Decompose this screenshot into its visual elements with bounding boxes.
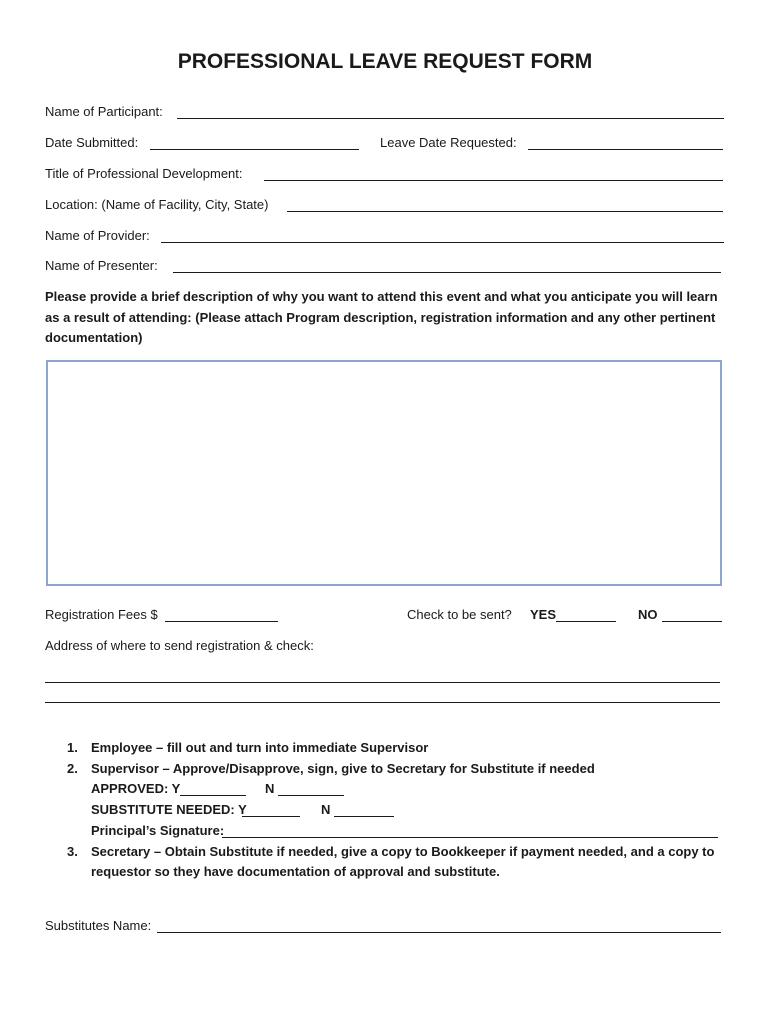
principal-signature-label: Principal’s Signature:	[91, 823, 225, 838]
title-pd-field[interactable]	[264, 180, 723, 181]
principal-signature-field[interactable]	[222, 837, 718, 838]
step-3-text: Secretary – Obtain Substitute if needed, give a copy to Bookkeeper if payment needed, and a copy to	[91, 844, 715, 859]
substitute-needed-label: SUBSTITUTE NEEDED: Y	[91, 802, 247, 817]
provider-label: Name of Provider:	[45, 228, 150, 243]
substitute-y-field[interactable]	[242, 816, 300, 817]
approved-n-label: N	[265, 781, 275, 796]
step-1-text: Employee – fill out and turn into immediate Supervisor	[91, 740, 429, 755]
substitutes-name-label: Substitutes Name:	[45, 918, 152, 933]
date-submitted-field[interactable]	[150, 149, 359, 150]
check-yes-label: YES	[530, 607, 557, 622]
registration-fees-label: Registration Fees $	[45, 607, 158, 622]
approved-y-field[interactable]	[180, 795, 246, 796]
leave-date-field[interactable]	[528, 149, 723, 150]
step-2-text: Supervisor – Approve/Disapprove, sign, give to Secretary for Substitute if needed	[91, 761, 595, 776]
presenter-label: Name of Presenter:	[45, 258, 158, 273]
address-line-2[interactable]	[45, 702, 720, 703]
description-textbox[interactable]	[46, 360, 722, 586]
check-no-field[interactable]	[662, 621, 722, 622]
registration-fees-field[interactable]	[165, 621, 278, 622]
check-no-label: NO	[638, 607, 658, 622]
step-3-text-continued: requestor so they have documentation of approval and substitute.	[91, 864, 500, 879]
step-1-number: 1.	[67, 740, 78, 755]
participant-label: Name of Participant:	[45, 104, 163, 119]
title-pd-label: Title of Professional Development:	[45, 166, 243, 181]
substitute-n-field[interactable]	[334, 816, 394, 817]
location-field[interactable]	[287, 211, 723, 212]
form-title: PROFESSIONAL LEAVE REQUEST FORM	[177, 50, 593, 73]
description-prompt: Please provide a brief description of why you want to attend this event and what you anticipate you will learn as a result of attending: (Please attach Program description, registration information and any other pertinent documentation)	[45, 289, 718, 345]
check-label: Check to be sent?	[407, 607, 512, 622]
check-yes-field[interactable]	[556, 621, 616, 622]
location-label: Location: (Name of Facility, City, State)	[45, 197, 269, 212]
leave-date-label: Leave Date Requested:	[380, 135, 517, 150]
presenter-field[interactable]	[173, 272, 721, 273]
approved-label: APPROVED: Y	[91, 781, 181, 796]
substitutes-name-field[interactable]	[157, 932, 721, 933]
date-submitted-label: Date Submitted:	[45, 135, 139, 150]
participant-field[interactable]	[177, 118, 724, 119]
address-line-1[interactable]	[45, 682, 720, 683]
address-label: Address of where to send registration & check:	[45, 638, 314, 653]
approved-n-field[interactable]	[278, 795, 344, 796]
substitute-n-label: N	[321, 802, 331, 817]
step-2-number: 2.	[67, 761, 78, 776]
provider-field[interactable]	[161, 242, 724, 243]
step-3-number: 3.	[67, 844, 78, 859]
